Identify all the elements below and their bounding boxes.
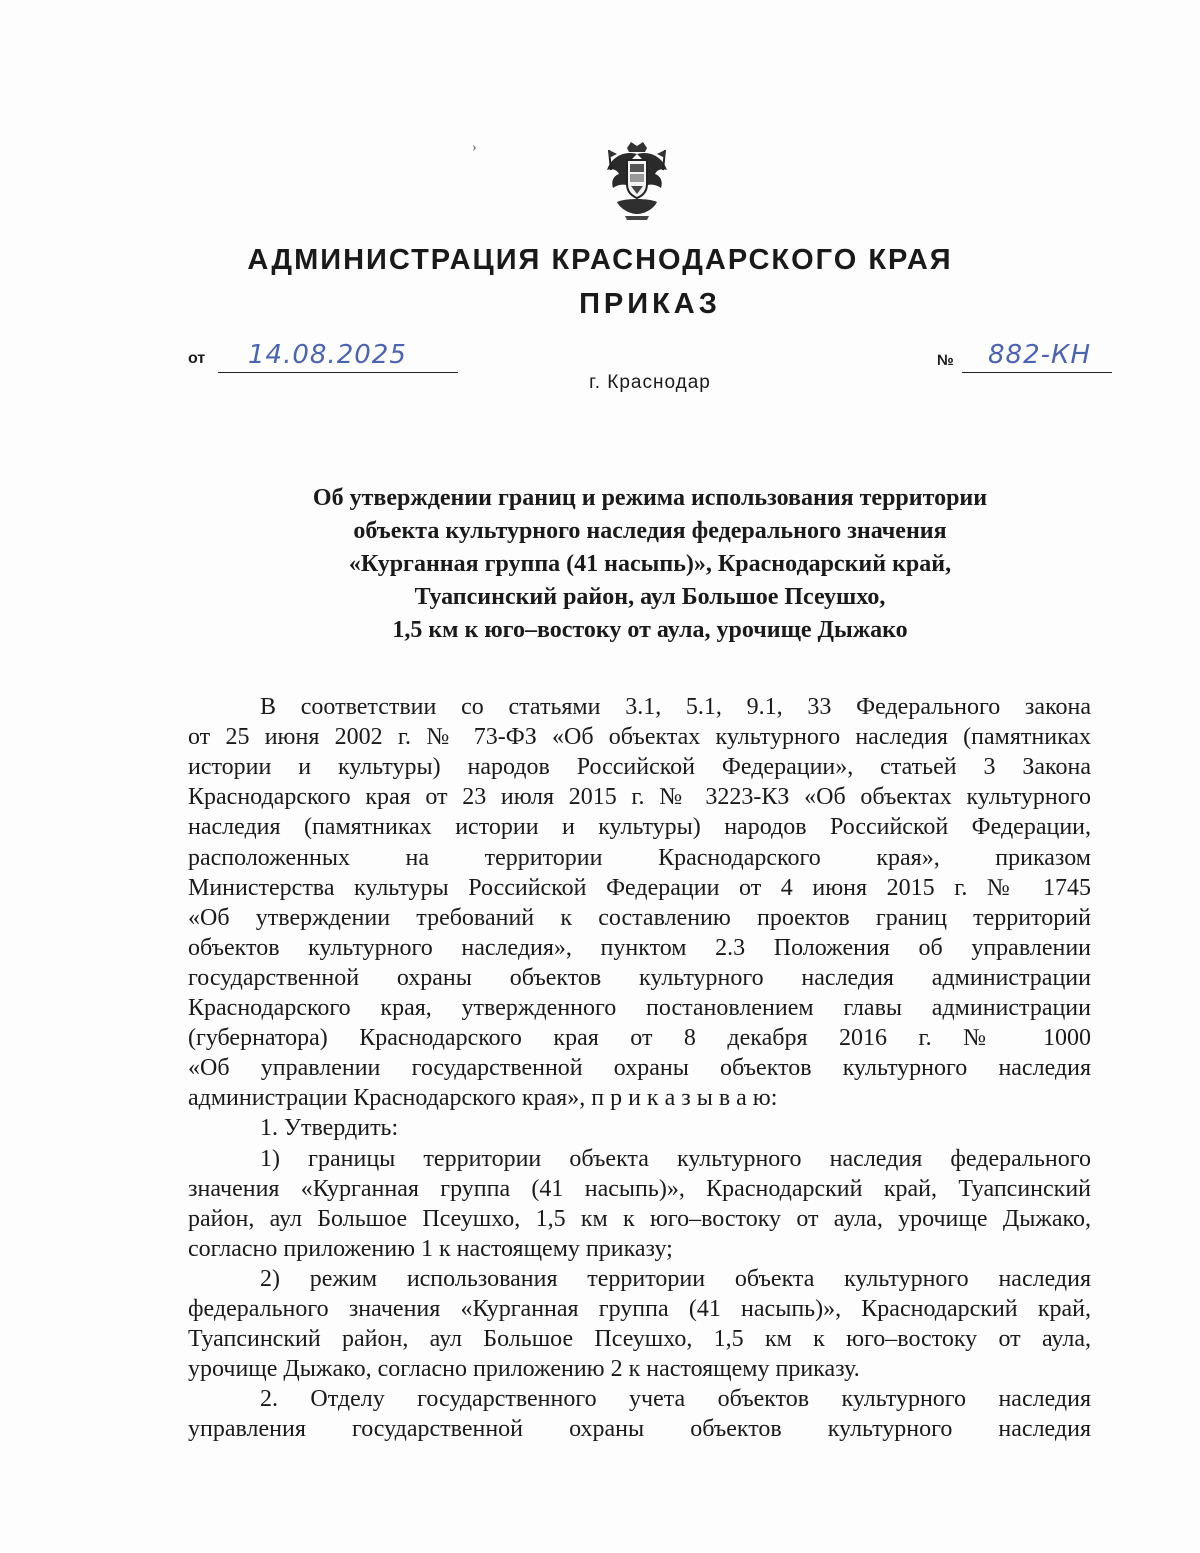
organization-name: АДМИНИСТРАЦИЯ КРАСНОДАРСКОГО КРАЯ <box>247 244 953 276</box>
body-line: расположенных на территории Краснодарского края», приказом <box>188 844 1091 871</box>
body-line: 1) границы территории объекта культурного наследия федерального <box>260 1145 1091 1172</box>
body-line: район, аул Большое Псеушхо, 1,5 км к юго–востоку от аула, урочище Дыжако, <box>188 1205 1091 1232</box>
date-prefix: от <box>188 350 206 367</box>
body-line: согласно приложению 1 к настоящему приказу; <box>188 1235 673 1262</box>
body-line: Краснодарского края, утвержденного постановлением главы администрации <box>188 995 1091 1021</box>
body-line: объектов культурного наследия», пунктом 2.3 Положения об управлении <box>188 934 1091 961</box>
body-line: Туапсинский район, аул Большое Псеушхо, 1,5 км к юго–востоку от аула, <box>188 1326 1091 1353</box>
title-line: 1,5 км к юго–востоку от аула, урочище Дыжако <box>392 617 908 643</box>
body-line: администрации Краснодарского края», п р и к а з ы в а ю: <box>188 1085 778 1112</box>
body-line: от 25 июня 2002 г. № 73-ФЗ «Об объектах культурного наследия (памятниках <box>188 724 1091 751</box>
body-line: Министерства культуры Российской Федерации от 4 июня 2015 г. № 1745 <box>188 874 1091 901</box>
body-line: 2) режим использования территории объекта культурного наследия <box>260 1265 1091 1292</box>
date-handwritten: 14.08.2025 <box>248 340 407 370</box>
body-line: истории и культуры) народов Российской Федерации», статьей 3 Закона <box>188 754 1091 781</box>
body-line: Краснодарского края от 23 июля 2015 г. № 3223-КЗ «Об объектах культурного <box>188 784 1091 811</box>
body-line: урочище Дыжако, согласно приложению 2 к настоящему приказу. <box>188 1356 860 1383</box>
body-line: наследия (памятниках истории и культуры) народов Российской Федерации, <box>188 814 1091 841</box>
title-line: объекта культурного наследия федерального значения <box>353 518 947 544</box>
document-type: ПРИКАЗ <box>579 288 721 320</box>
body-line: федерального значения «Курганная группа (41 насыпь)», Краснодарский край, <box>188 1296 1091 1322</box>
coat-of-arms-icon <box>603 140 671 222</box>
city-name: г. Краснодар <box>589 372 711 393</box>
scan-artifact-mark: › <box>472 140 477 155</box>
body-line: 1. Утвердить: <box>260 1115 399 1142</box>
document-title <box>150 482 1150 647</box>
body-line: (губернатора) Краснодарского края от 8 декабря 2016 г. № 1000 <box>188 1025 1091 1052</box>
body-line: 2. Отделу государственного учета объектов культурного наследия <box>260 1386 1091 1413</box>
body-line: «Об утверждении требований к составлению проектов границ территорий <box>188 904 1091 931</box>
body-line: государственной охраны объектов культурного наследия администрации <box>188 964 1091 991</box>
body-line: значения «Курганная группа (41 насыпь)», Краснодарский край, Туапсинский <box>188 1175 1091 1202</box>
title-line: Туапсинский район, аул Большое Псеушхо, <box>414 584 886 610</box>
title-line: «Курганная группа (41 насыпь)», Краснодарский край, <box>348 551 952 577</box>
number-prefix: № <box>937 352 954 369</box>
body-line: управления государственной охраны объектов культурного наследия <box>188 1416 1091 1443</box>
title-line: Об утверждении границ и режима использования территории <box>312 485 988 511</box>
body-line: «Об управлении государственной охраны объектов культурного наследия <box>188 1055 1091 1082</box>
body-line: В соответствии со статьями 3.1, 5.1, 9.1, 33 Федерального закона <box>260 694 1091 720</box>
number-handwritten: 882-КН <box>988 340 1092 370</box>
